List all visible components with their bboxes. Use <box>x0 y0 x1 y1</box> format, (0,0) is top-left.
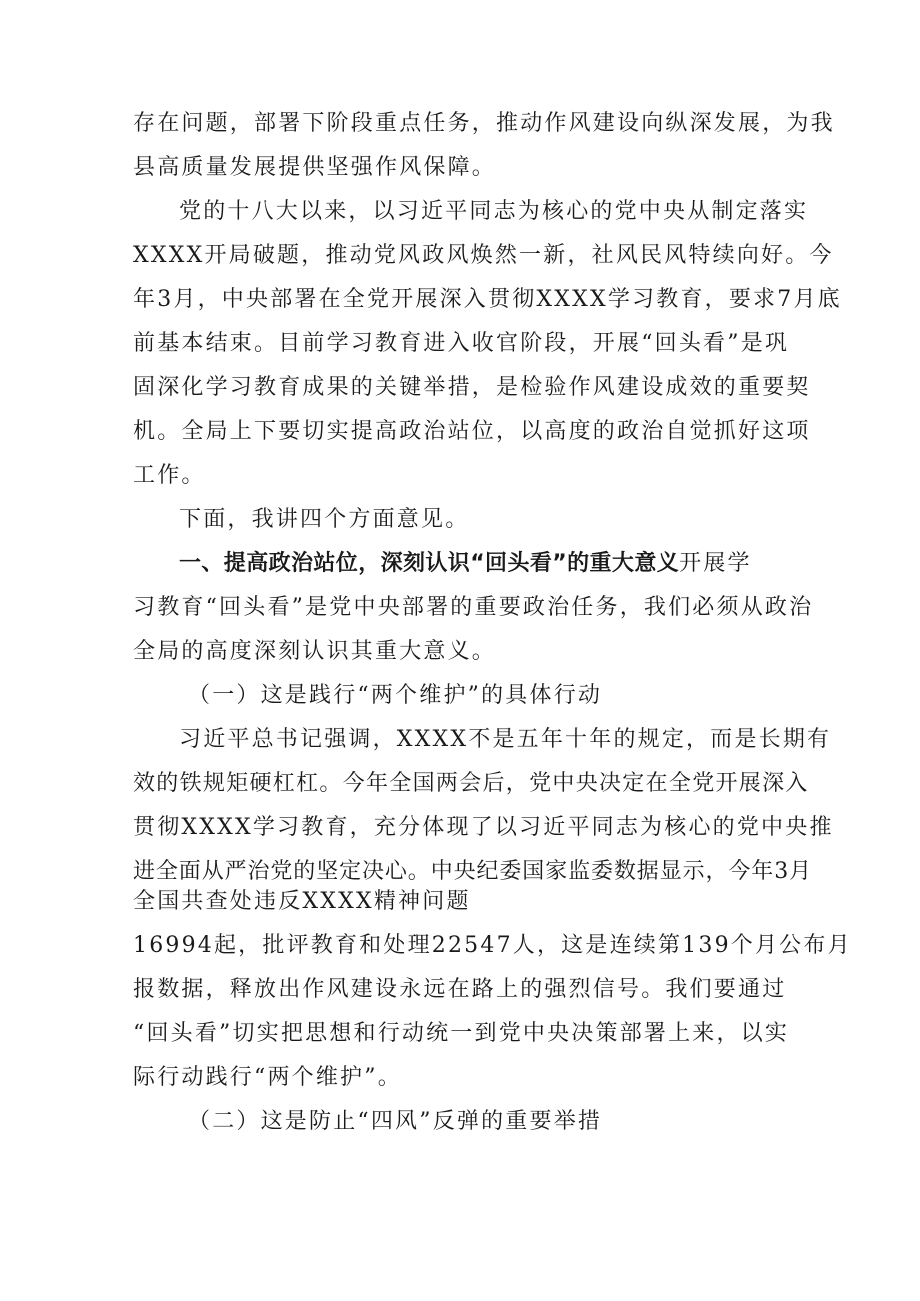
paragraph-2-line-5: 固深化学习教育成果的关键举措，是检验作风建设成效的重要契 <box>133 375 811 400</box>
paragraph-3-line-1: 下面，我讲四个方面意见。 <box>179 507 470 532</box>
subsection-1-line-3: 贯彻XXXX学习教育，充分体现了以习近平同志为核心的党中央推 <box>133 815 834 840</box>
subsection-1-heading: （一）这是践行“两个维护”的具体行动 <box>188 683 603 708</box>
subsection-1-line-4: 进全面从严治党的坚定决心。中央纪委国家监委数据显示，今年3月 <box>133 859 812 884</box>
subsection-1-line-6: 16994起，批评教育和处理22547人，这是连续第139个月公布月 <box>133 933 852 958</box>
subsection-1-line-8: “回头看”切实把思想和行动统一到党中央决策部署上来，以实 <box>133 1021 790 1046</box>
subsection-1-line-2: 效的铁规矩硬杠杠。今年全国两会后，党中央决定在全党开展深入 <box>133 771 809 796</box>
section-1-first-line <box>179 549 752 579</box>
paragraph-1-line-2: 县高质量发展提供坚强作风保障。 <box>133 155 497 180</box>
subsection-1-line-5: 全国共查处违反XXXX精神问题 <box>133 889 471 914</box>
paragraph-2-line-1: 党的十八大以来，以习近平同志为核心的党中央从制定落实 <box>179 199 809 224</box>
paragraph-1-line-1: 存在问题，部署下阶段重点任务，推动作风建设向纵深发展，为我 <box>133 111 835 136</box>
section-1-line-2: 习教育“回头看”是党中央部署的重要政治任务，我们必须从政治 <box>133 595 814 620</box>
paragraph-2-line-3: 年3月，中央部署在全党开展深入贯彻XXXX学习教育，要求7月底 <box>133 287 842 312</box>
subsection-1-line-1: 习近平总书记强调，XXXX不是五年十年的规定，而是长期有 <box>179 727 832 752</box>
paragraph-2-line-2: XXXX开局破题，推动党风政风焕然一新，社风民风特续向好。今 <box>133 243 834 268</box>
subsection-2-heading: （二）这是防止“四风”反弹的重要举措 <box>188 1109 603 1134</box>
paragraph-2-line-7: 工作。 <box>133 463 206 488</box>
paragraph-2-line-4: 前基本结束。目前学习教育进入收官阶段，开展“回头看”是巩 <box>133 331 790 356</box>
section-1-heading: 一、提高政治站位，深刻认识“回头看”的重大意义 <box>179 551 680 576</box>
subsection-1-line-7: 报数据，释放出作风建设永远在路上的强烈信号。我们要通过 <box>133 977 787 1002</box>
subsection-1-line-9: 际行动践行“两个维护”。 <box>133 1065 402 1090</box>
section-1-line-3: 全局的高度深刻认识其重大意义。 <box>133 639 497 664</box>
paragraph-2-line-6: 机。全局上下要切实提高政治站位，以高度的政治自觉抓好这项 <box>133 419 811 444</box>
section-1-heading-tail: 开展学 <box>679 551 752 576</box>
